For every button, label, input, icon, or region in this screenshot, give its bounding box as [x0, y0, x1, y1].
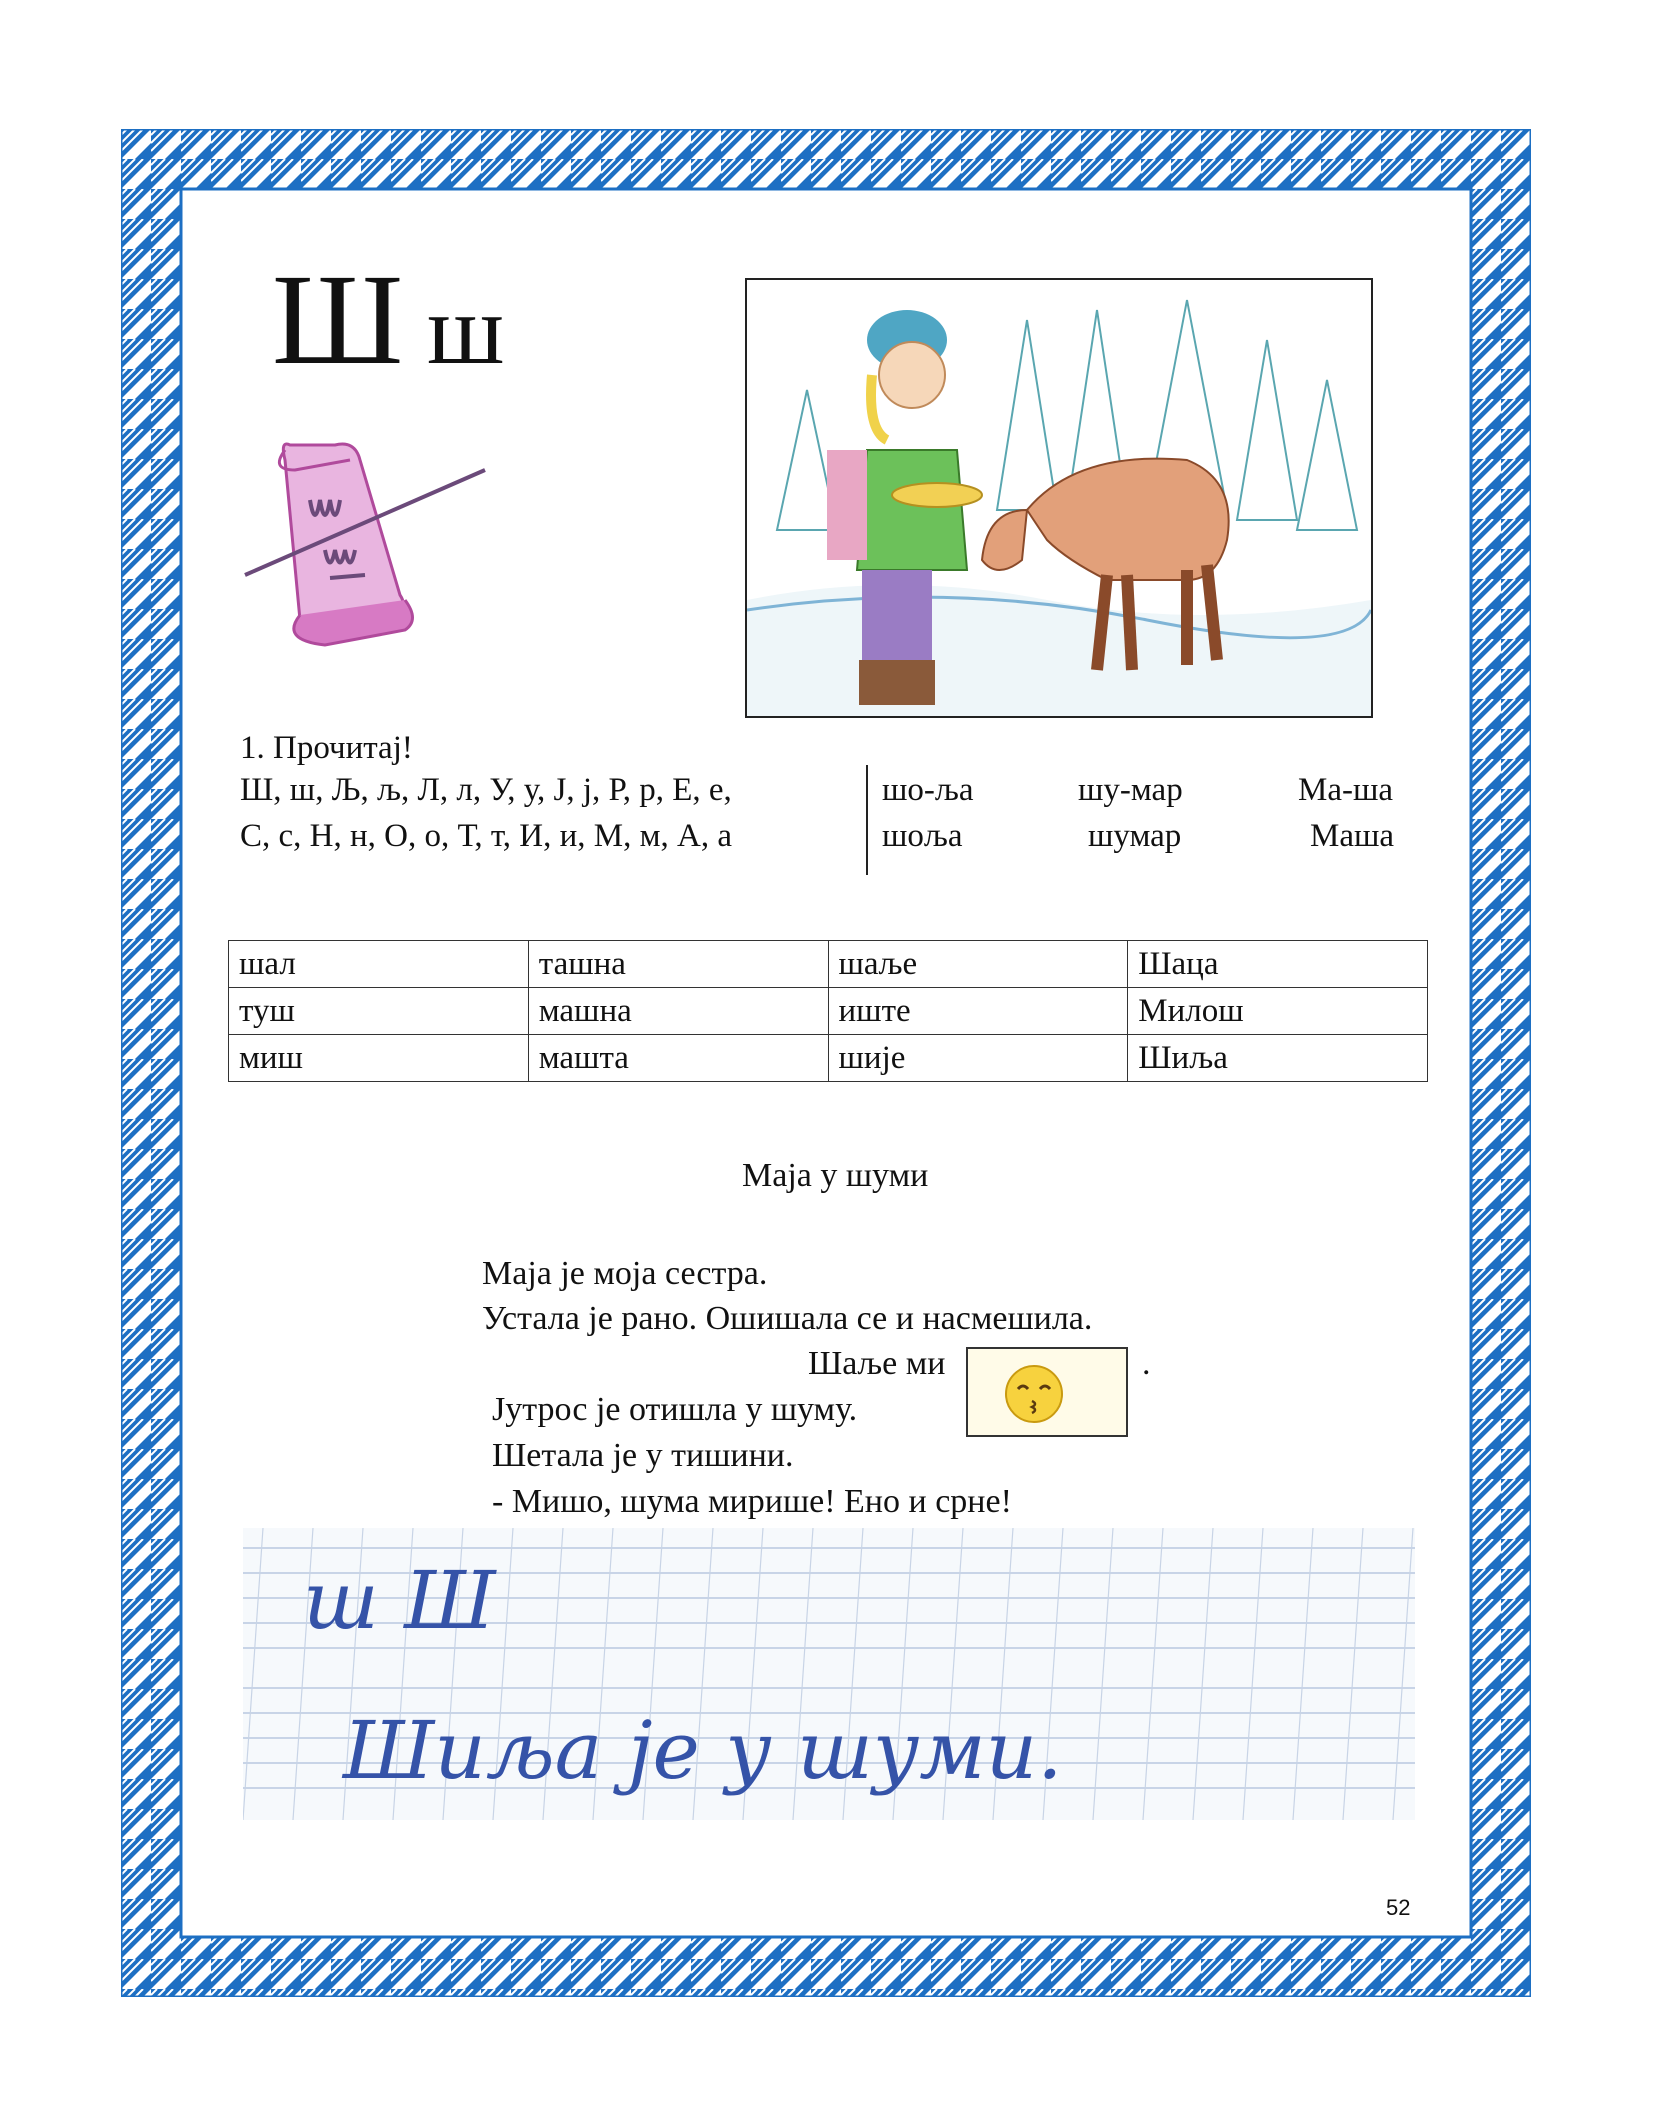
divider-line — [866, 765, 868, 875]
handwriting-row-2: Шиља је у шуми. — [343, 1704, 1063, 1797]
handwriting-row-1: ш Ш — [303, 1554, 496, 1647]
table-cell: машта — [528, 1035, 828, 1082]
table-cell: машна — [528, 988, 828, 1035]
table-cell: Шиља — [1128, 1035, 1428, 1082]
syllable-2: шу-мар — [1078, 772, 1183, 808]
kissing-face-icon — [966, 1347, 1128, 1437]
illustration-girl-feeding-deer — [745, 278, 1373, 718]
story-line-3-end: . — [1142, 1345, 1151, 1382]
letters-row-2: С, с, Н, н, О, о, Т, т, И, и, М, м, А, а — [240, 818, 732, 854]
table-row — [229, 941, 1428, 988]
page-number: 52 — [1386, 1895, 1411, 1920]
story-line-5: Шетала је у тишини. — [492, 1437, 794, 1474]
table-cell: шал — [229, 941, 529, 988]
table-cell: Милош — [1128, 988, 1428, 1035]
table-cell: миш — [229, 1035, 529, 1082]
table-row — [229, 1035, 1428, 1082]
table-cell: шаље — [828, 941, 1128, 988]
story-line-1: Маја је моја сестра. — [482, 1255, 768, 1292]
syllable-3: Ма-ша — [1298, 772, 1394, 808]
table-cell: иште — [828, 988, 1128, 1035]
table-cell: Шаца — [1128, 941, 1428, 988]
story-title: Маја у шуми — [742, 1157, 929, 1194]
letters-row-1: Ш, ш, Љ, љ, Л, л, У, у, Ј, ј, Р, р, Е, е, — [240, 772, 732, 808]
letter-upper: Ш — [272, 248, 404, 392]
story-line-2: Устала је рано. Ошишала се и насмешила. — [482, 1300, 1093, 1337]
table-cell: шије — [828, 1035, 1128, 1082]
table-row — [229, 988, 1428, 1035]
story-line-6: - Мишо, шума мирише! Ено и срне! — [492, 1483, 1012, 1520]
word-1: шоља — [882, 818, 963, 854]
syllable-1: шо-ља — [882, 772, 974, 808]
story-line-3: Шаље ми — [808, 1345, 946, 1382]
table-cell: туш — [229, 988, 529, 1035]
word-2: шумар — [1088, 818, 1182, 854]
table-cell: ташна — [528, 941, 828, 988]
letter-lower: ш — [427, 274, 505, 385]
letter-heading — [272, 248, 505, 392]
exercise-title: 1. Прочитај! — [240, 730, 413, 766]
story-line-4: Јутрос је отишла у шуму. — [492, 1391, 858, 1428]
scroll-icon — [240, 430, 500, 655]
handwriting-practice — [243, 1528, 1415, 1820]
word-3: Маша — [1310, 818, 1395, 854]
word-table — [228, 940, 1428, 1082]
